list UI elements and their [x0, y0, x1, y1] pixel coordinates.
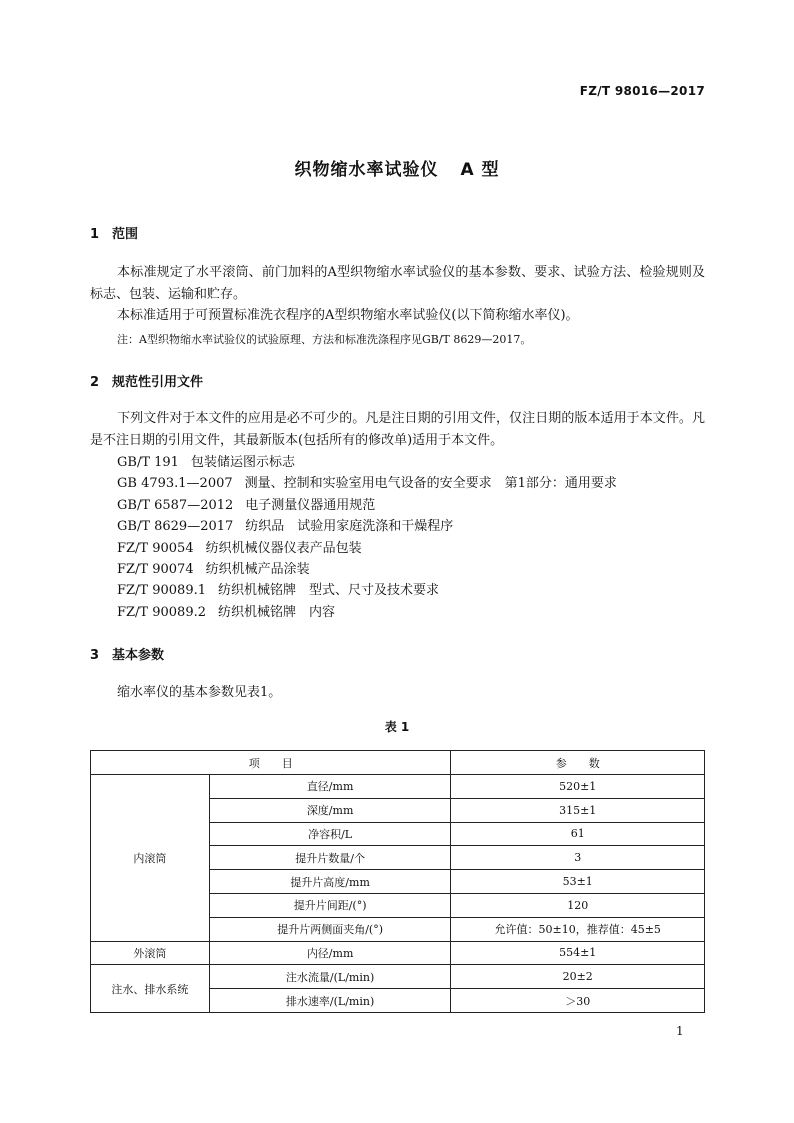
row-item: 提升片高度/mm: [209, 870, 451, 894]
title-main: 织物缩水率试验仪: [294, 160, 439, 180]
section-title: 基本参数: [112, 648, 165, 663]
group-label-water: 注水、排水系统: [91, 965, 210, 1013]
reference-code: GB 4793.1—2007: [117, 476, 233, 492]
reference-name: 包装储运图示标志: [190, 455, 295, 470]
table-row: [91, 965, 705, 989]
section-number: 1: [90, 227, 100, 242]
reference-item: [117, 495, 617, 516]
reference-name: 纺织品 试验用家庭洗涤和干燥程序: [245, 519, 454, 535]
row-value: 53±1: [451, 870, 705, 894]
reference-code: GB/T 191: [117, 455, 179, 470]
reference-name: 纺织机械仪器仪表产品包装: [205, 540, 362, 556]
row-item: 提升片两侧面夹角/(°): [209, 917, 451, 941]
table-row: [91, 775, 705, 799]
reference-code: FZ/T 90054: [117, 540, 194, 556]
reference-list: [117, 452, 617, 623]
row-item: 注水流量/(L/min): [209, 965, 451, 989]
reference-name: 纺织机械铭牌 型式、尺寸及技术要求: [218, 583, 440, 599]
title-type: A 型: [460, 160, 500, 180]
reference-item: [117, 580, 617, 601]
header-item: 项 目: [91, 751, 451, 775]
scope-paragraph-1: [90, 262, 705, 305]
reference-item: [117, 452, 617, 473]
table-row: [91, 941, 705, 965]
reference-item: [117, 559, 617, 580]
scope-paragraph-2: [90, 305, 705, 327]
document-code: FZ/T 98016—2017: [579, 84, 705, 98]
reference-name: 纺织机械铭牌 内容: [218, 604, 336, 620]
row-value: 315±1: [451, 798, 705, 822]
reference-item: [117, 538, 617, 559]
row-item: 提升片间距/(°): [209, 893, 451, 917]
reference-code: GB/T 8629—2017: [117, 519, 234, 535]
row-value: ＞30: [451, 989, 705, 1013]
reference-name: 纺织机械产品涂装: [205, 561, 310, 577]
references-intro: [90, 408, 705, 451]
reference-code: FZ/T 90074: [117, 561, 194, 577]
reference-code: FZ/T 90089.1: [117, 583, 206, 599]
row-value: 520±1: [451, 775, 705, 799]
section-title: 规范性引用文件: [112, 375, 204, 390]
row-value: 120: [451, 893, 705, 917]
section-heading-parameters: [90, 644, 164, 663]
parameters-intro-text: 缩水率仪的基本参数见表1。: [117, 685, 282, 700]
scope-note: 注：A型织物缩水率试验仪的试验原理、方法和标准洗涤程序见GB/T 8629—2017。: [117, 333, 532, 346]
reference-code: GB/T 6587—2012: [117, 497, 234, 513]
group-label-outer: 外滚筒: [91, 941, 210, 965]
parameters-intro: [90, 682, 705, 704]
row-item: 直径/mm: [209, 775, 451, 799]
page-number: 1: [676, 1024, 684, 1038]
reference-name: 电子测量仪器通用规范: [245, 497, 376, 513]
row-item: 排水速率/(L/min): [209, 989, 451, 1013]
header-value: 参 数: [451, 751, 705, 775]
section-number: 3: [90, 648, 100, 663]
row-item: 净容积/L: [209, 822, 451, 846]
row-value: 61: [451, 822, 705, 846]
reference-item: [117, 473, 617, 494]
row-value: 允许值：50±10，推荐值：45±5: [451, 917, 705, 941]
reference-code: FZ/T 90089.2: [117, 604, 206, 620]
section-heading-scope: [90, 223, 138, 242]
table-header-row: [91, 751, 705, 775]
reference-name: 测量、控制和实验室用电气设备的安全要求 第1部分：通用要求: [244, 476, 617, 492]
reference-item: [117, 516, 617, 537]
table-caption: 表 1: [384, 720, 410, 734]
references-intro-text: 下列文件对于本文件的应用是必不可少的。凡是注日期的引用文件，仅注日期的版本适用于本文件。凡是不注日期的引用文件，其最新版本(包括所有的修改单)适用于本文件。: [90, 411, 705, 448]
section-title: 范围: [112, 227, 139, 242]
parameters-table: [90, 750, 705, 1013]
row-item: 提升片数量/个: [209, 846, 451, 870]
reference-item: [117, 602, 617, 623]
group-label-inner: 内滚筒: [91, 775, 210, 942]
section-heading-references: [90, 371, 203, 390]
section-number: 2: [90, 375, 100, 390]
row-item: 深度/mm: [209, 798, 451, 822]
row-item: 内径/mm: [209, 941, 451, 965]
row-value: 554±1: [451, 941, 705, 965]
scope-paragraph-1-text: 本标准规定了水平滚筒、前门加料的A型织物缩水率试验仪的基本参数、要求、试验方法、检验规则及标志、包装、运输和贮存。: [90, 265, 705, 302]
row-value: 3: [451, 846, 705, 870]
row-value: 20±2: [451, 965, 705, 989]
scope-paragraph-2-text: 本标准适用于可预置标准洗衣程序的A型织物缩水率试验仪(以下简称缩水率仪)。: [117, 308, 579, 323]
document-title: [0, 155, 794, 180]
